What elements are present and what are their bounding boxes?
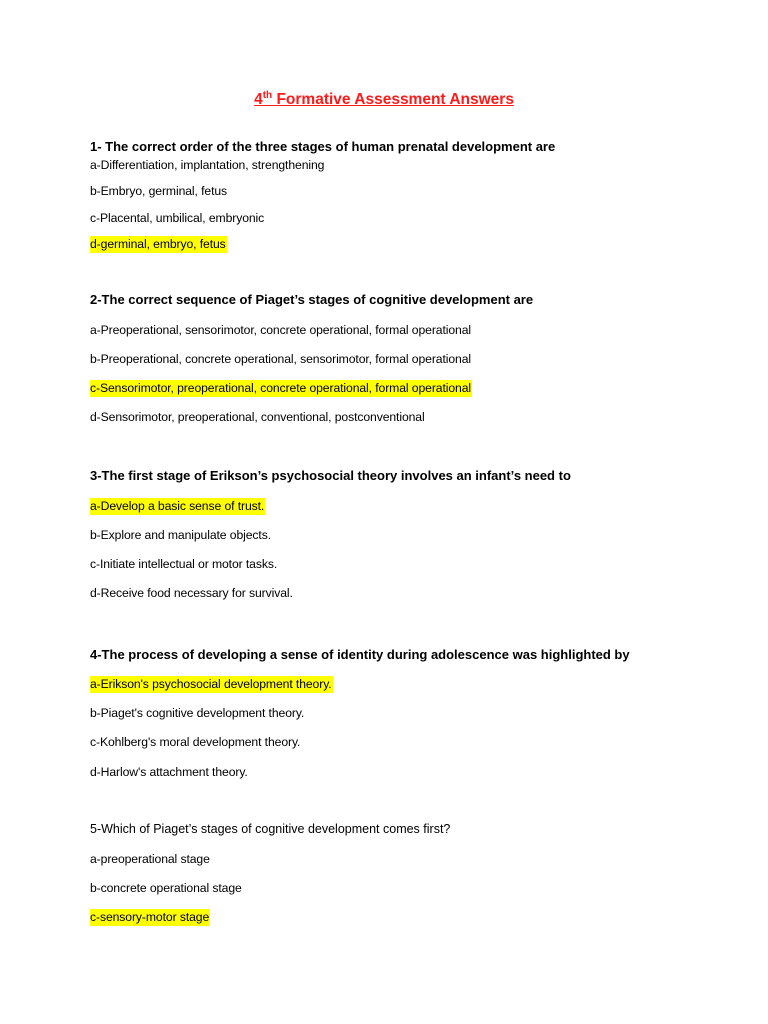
q1-option-d-answer: d-germinal, embryo, fetus: [90, 237, 226, 251]
title-number: 4: [254, 91, 263, 108]
q1-option-b: b-Embryo, germinal, fetus: [90, 184, 228, 198]
q2-option-c-answer: c-Sensorimotor, preoperational, concrete operational, formal operational: [90, 381, 471, 395]
q2-option-b: b-Preoperational, concrete operational, sensorimotor, formal operational: [90, 352, 471, 366]
q3-option-a-answer: a-Develop a basic sense of trust.: [90, 499, 265, 513]
question-2: 2-The correct sequence of Piaget’s stages of cognitive development are: [90, 292, 534, 307]
q3-option-c: c-Initiate intellectual or motor tasks.: [90, 557, 278, 571]
q4-option-b: b-Piaget's cognitive development theory.: [90, 706, 305, 720]
q3-option-d: d-Receive food necessary for survival.: [90, 586, 293, 600]
q4-option-d: d-Harlow's attachment theory.: [90, 765, 248, 779]
q5-option-b: b-concrete operational stage: [90, 881, 242, 895]
q3-option-b: b-Explore and manipulate objects.: [90, 528, 271, 542]
q1-option-a: a-Differentiation, implantation, strengthening: [90, 158, 325, 172]
q5-option-a: a-preoperational stage: [90, 852, 210, 866]
question-3: 3-The first stage of Erikson’s psychosocial theory involves an infant’s need to: [90, 468, 571, 483]
q1-option-c: c-Placental, umbilical, embryonic: [90, 211, 265, 225]
q4-option-a-answer: a-Erikson's psychosocial development theory.: [90, 677, 332, 691]
q2-option-d: d-Sensorimotor, preoperational, conventional, postconventional: [90, 410, 425, 424]
title-superscript: th: [262, 89, 273, 101]
question-5: 5-Which of Piaget’s stages of cognitive development comes first?: [90, 822, 451, 836]
title-text: Formative Assessment Answers: [276, 91, 514, 108]
question-4: 4-The process of developing a sense of identity during adolescence was highlighted by: [90, 647, 630, 662]
q4-option-c: c-Kohlberg's moral development theory.: [90, 735, 301, 749]
question-1: 1- The correct order of the three stages of human prenatal development are: [90, 139, 556, 154]
q5-option-c-answer: c-sensory-motor stage: [90, 910, 210, 924]
page-title: [0, 91, 768, 109]
q2-option-a: a-Preoperational, sensorimotor, concrete operational, formal operational: [90, 323, 471, 337]
